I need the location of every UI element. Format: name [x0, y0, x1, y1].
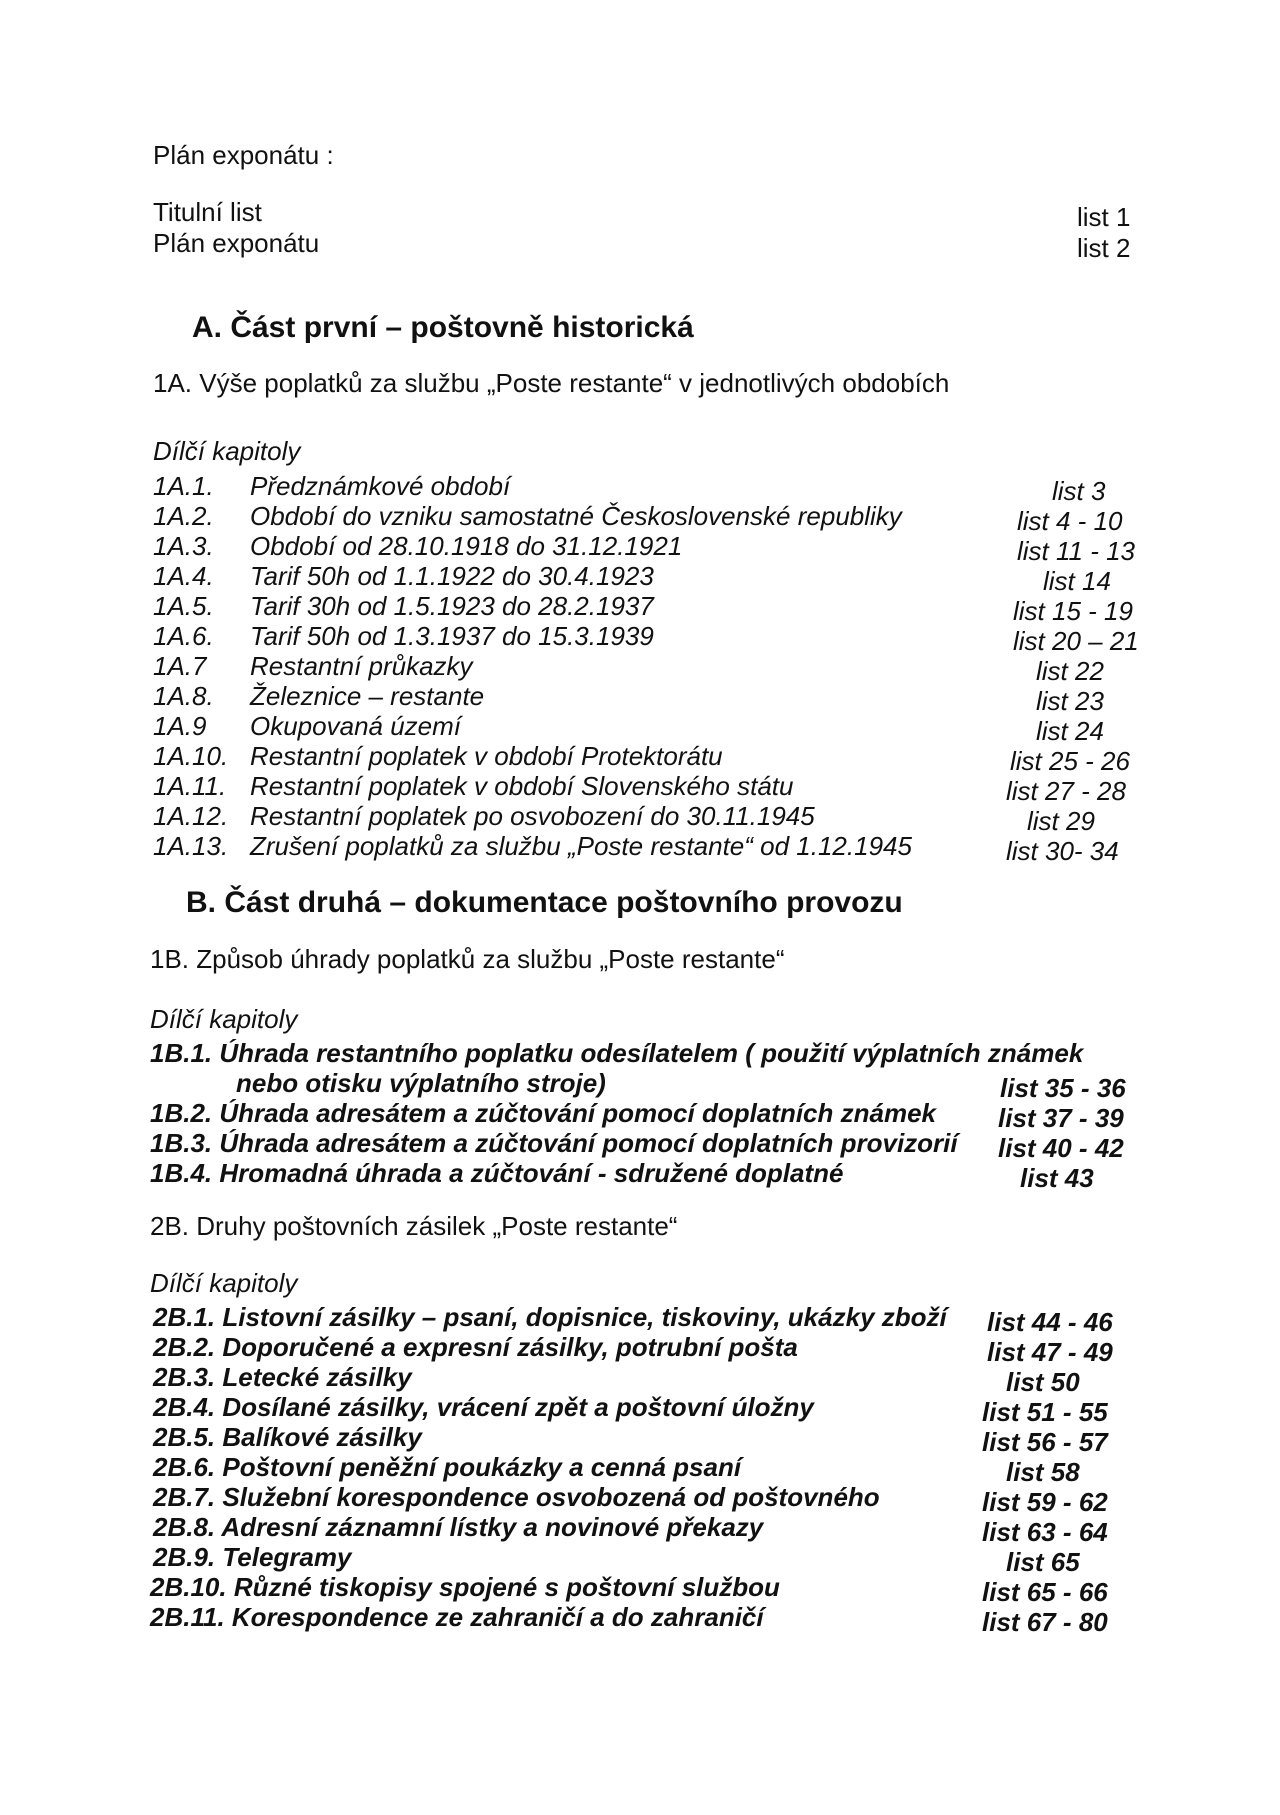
chapter-number: 1A.8. — [153, 681, 214, 711]
chapter-ref: list 47 - 49 — [987, 1337, 1113, 1367]
part-a-heading: A. Část první – poštovně historická — [192, 311, 694, 344]
chapter-line: 2B.11. Korespondence ze zahraničí a do zahraničí — [150, 1602, 764, 1632]
chapter-ref: list 50 — [1006, 1367, 1080, 1397]
chapter-line: 2B.1. Listovní zásilky – psaní, dopisnice, tiskoviny, ukázky zboží — [153, 1302, 947, 1332]
chapter-title: Restantní poplatek po osvobození do 30.11.1945 — [250, 801, 815, 831]
chapter-number: 1A.2. — [153, 501, 214, 531]
chapter-number: 1A.11. — [153, 771, 227, 801]
chapter-line: 2B.2. Doporučené a expresní zásilky, potrubní pošta — [153, 1332, 798, 1362]
chapter-line: 2B.10. Různé tiskopisy spojené s poštovní službou — [150, 1572, 780, 1602]
chapter-line: 2B.9. Telegramy — [153, 1542, 352, 1572]
chapter-title: Restantní poplatek v období Protektorátu — [250, 741, 723, 771]
chapter-ref: list 23 — [1036, 686, 1104, 716]
chapter-number: 1A.10. — [153, 741, 229, 771]
chapter-line: 2B.6. Poštovní peněžní poukázky a cenná psaní — [153, 1452, 742, 1482]
chapter-ref: list 51 - 55 — [982, 1397, 1108, 1427]
chapter-ref: list 58 — [1006, 1457, 1080, 1487]
chapter-ref: list 27 - 28 — [1006, 776, 1126, 806]
chapter-ref: list 65 - 66 — [982, 1577, 1108, 1607]
chapter-line: 1B.2. Úhrada adresátem a zúčtování pomocí doplatních známek — [150, 1098, 936, 1128]
chapter-line: 1B.1. Úhrada restantního poplatku odesílatelem ( použití výplatních známek — [150, 1038, 1084, 1068]
part-b-subchapters1-label: Dílčí kapitoly — [150, 1004, 298, 1034]
chapter-ref: list 35 - 36 — [1000, 1073, 1126, 1103]
chapter-line: 2B.5. Balíkové zásilky — [153, 1422, 422, 1452]
chapter-number: 1A.6. — [153, 621, 214, 651]
chapter-number: 1A.4. — [153, 561, 214, 591]
chapter-title: Předznámkové období — [250, 471, 511, 501]
chapter-number: 1A.1. — [153, 471, 214, 501]
chapter-line: 1B.3. Úhrada adresátem a zúčtování pomocí doplatních provizorií — [150, 1128, 958, 1158]
chapter-ref: list 67 - 80 — [982, 1607, 1108, 1637]
chapter-ref: list 14 — [1043, 566, 1111, 596]
front-ref-1: list 2 — [1077, 233, 1131, 263]
chapter-title: Železnice – restante — [250, 681, 485, 711]
chapter-ref: list 40 - 42 — [998, 1133, 1124, 1163]
chapter-title: Tarif 30h od 1.5.1923 do 28.2.1937 — [250, 591, 654, 621]
chapter-title: Období od 28.10.1918 do 31.12.1921 — [250, 531, 683, 561]
chapter-number: 1A.12. — [153, 801, 229, 831]
chapter-ref: list 15 - 19 — [1013, 596, 1133, 626]
chapter-ref: list 65 — [1006, 1547, 1080, 1577]
chapter-number: 1A.9 — [153, 711, 207, 741]
document-header: Plán exponátu : — [153, 140, 334, 170]
chapter-ref: list 25 - 26 — [1010, 746, 1130, 776]
part-a-subchapters-label: Dílčí kapitoly — [153, 436, 301, 466]
part-b-section1-title: 1B. Způsob úhrady poplatků za službu „Poste restante“ — [150, 944, 785, 974]
chapter-ref: list 59 - 62 — [982, 1487, 1108, 1517]
chapter-line: 2B.8. Adresní záznamní lístky a novinové překazy — [153, 1512, 764, 1542]
chapter-ref: list 37 - 39 — [998, 1103, 1124, 1133]
chapter-title: Zrušení poplatků za službu „Poste restante“ od 1.12.1945 — [250, 831, 912, 861]
part-b-subchapters2-label: Dílčí kapitoly — [150, 1268, 298, 1298]
chapter-ref: list 44 - 46 — [987, 1307, 1113, 1337]
chapter-ref: list 56 - 57 — [982, 1427, 1108, 1457]
chapter-line: nebo otisku výplatního stroje) — [236, 1068, 606, 1098]
chapter-title: Okupovaná území — [250, 711, 462, 741]
chapter-ref: list 22 — [1036, 656, 1104, 686]
chapter-title: Tarif 50h od 1.1.1922 do 30.4.1923 — [250, 561, 654, 591]
chapter-ref: list 63 - 64 — [982, 1517, 1108, 1547]
part-b-heading: B. Část druhá – dokumentace poštovního provozu — [186, 886, 903, 919]
part-a-section-title: 1A. Výše poplatků za službu „Poste restante“ v jednotlivých obdobích — [153, 368, 950, 398]
chapter-ref: list 30- 34 — [1006, 836, 1119, 866]
chapter-line: 2B.7. Služební korespondence osvobozená od poštovného — [153, 1482, 880, 1512]
chapter-number: 1A.7 — [153, 651, 207, 681]
chapter-number: 1A.3. — [153, 531, 214, 561]
chapter-ref: list 20 – 21 — [1013, 626, 1139, 656]
chapter-number: 1A.5. — [153, 591, 214, 621]
front-title-1: Plán exponátu — [153, 228, 320, 258]
chapter-ref: list 4 - 10 — [1017, 506, 1123, 536]
chapter-line: 2B.4. Dosílané zásilky, vrácení zpět a poštovní úložny — [153, 1392, 814, 1422]
chapter-title: Tarif 50h od 1.3.1937 do 15.3.1939 — [250, 621, 654, 651]
chapter-ref: list 3 — [1052, 476, 1106, 506]
chapter-title: Restantní průkazky — [250, 651, 473, 681]
chapter-title: Restantní poplatek v období Slovenského státu — [250, 771, 794, 801]
part-b-section2-title: 2B. Druhy poštovních zásilek „Poste restante“ — [150, 1211, 678, 1241]
chapter-ref: list 11 - 13 — [1017, 536, 1136, 566]
front-title-0: Titulní list — [153, 197, 262, 227]
chapter-ref: list 24 — [1036, 716, 1104, 746]
chapter-line: 1B.4. Hromadná úhrada a zúčtování - sdružené doplatné — [150, 1158, 844, 1188]
chapter-ref: list 43 — [1020, 1163, 1094, 1193]
chapter-number: 1A.13. — [153, 831, 229, 861]
chapter-line: 2B.3. Letecké zásilky — [153, 1362, 412, 1392]
front-ref-0: list 1 — [1077, 202, 1131, 232]
chapter-ref: list 29 — [1027, 806, 1095, 836]
chapter-title: Období do vzniku samostatné Československé republiky — [250, 501, 902, 531]
